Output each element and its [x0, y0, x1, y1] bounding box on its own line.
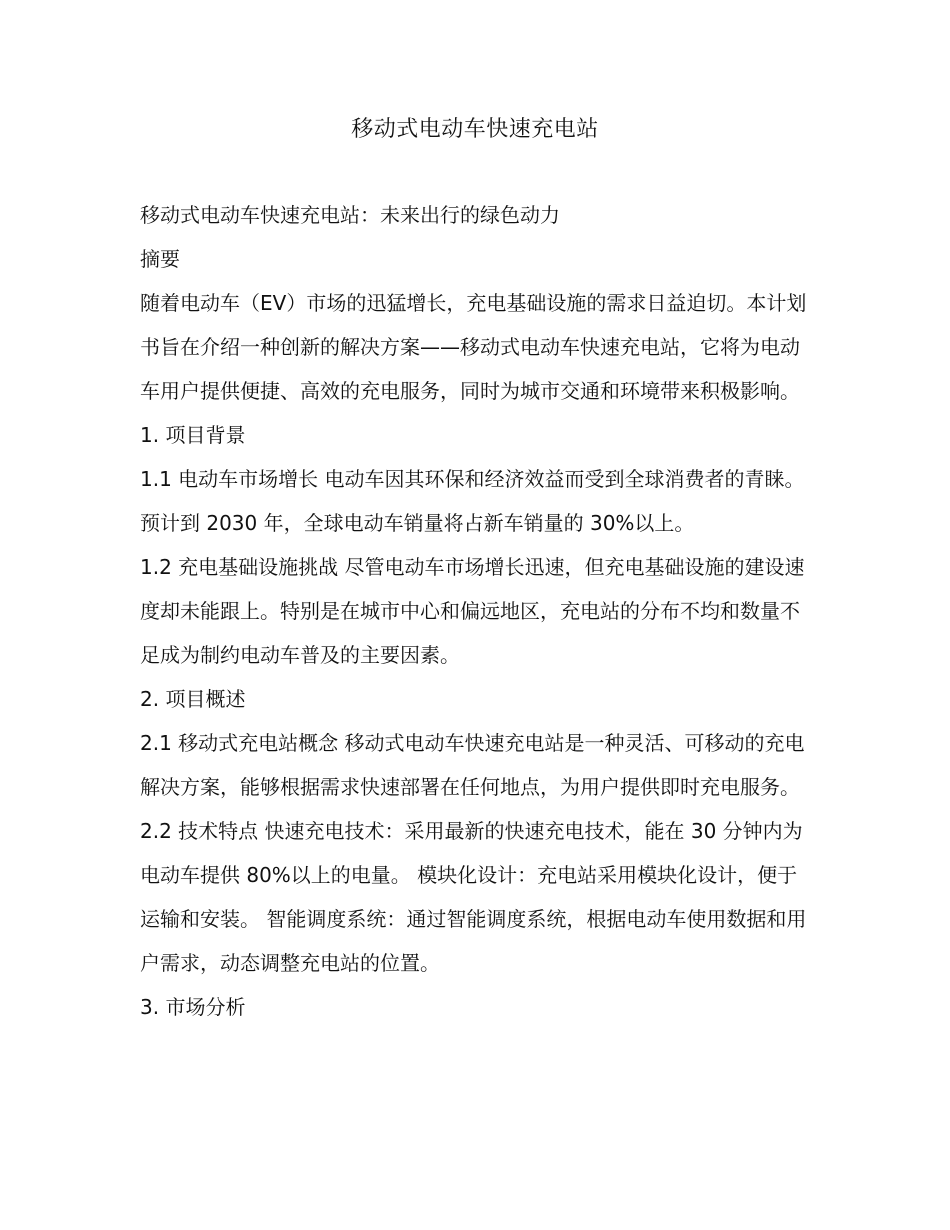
section-paragraph-1-2: 1.2 充电基础设施挑战 尽管电动车市场增长迅速，但充电基础设施的建设速度却未能跟上。特别是在城市中心和偏远地区，充电站的分布不均和数量不足成为制约电动车普及的主要因素。 — [140, 555, 805, 667]
section-heading-1: 1. 项目背景 — [140, 423, 246, 447]
section-paragraph-2-2: 2.2 技术特点 快速充电技术：采用最新的快速充电技术，能在 30 分钟内为电动车提供 80%以上的电量。 模块化设计：充电站采用模块化设计，便于运输和安装。 智能调度系统：通过智能调度系统，根据电动车使用数据和用户需求，动态调整充电站的位置。 — [140, 819, 807, 975]
section-heading-3: 3. 市场分析 — [140, 995, 246, 1019]
document-body — [140, 193, 810, 1029]
section-paragraph-2-1: 2.1 移动式充电站概念 移动式电动车快速充电站是一种灵活、可移动的充电解决方案，能够根据需求快速部署在任何地点，为用户提供即时充电服务。 — [140, 731, 805, 799]
abstract-paragraph: 随着电动车（EV）市场的迅猛增长，充电基础设施的需求日益迫切。本计划书旨在介绍一种创新的解决方案——移动式电动车快速充电站，它将为电动车用户提供便捷、高效的充电服务，同时为城市交通和环境带来积极影响。 — [140, 291, 807, 403]
document-title: 移动式电动车快速充电站 — [351, 117, 599, 142]
section-paragraph-1-1: 1.1 电动车市场增长 电动车因其环保和经济效益而受到全球消费者的青睐。预计到 2030 年，全球电动车销量将占新车销量的 30%以上。 — [140, 467, 805, 535]
subtitle-paragraph: 移动式电动车快速充电站：未来出行的绿色动力 — [140, 203, 560, 227]
abstract-heading: 摘要 — [140, 247, 180, 271]
section-heading-2: 2. 项目概述 — [140, 687, 246, 711]
